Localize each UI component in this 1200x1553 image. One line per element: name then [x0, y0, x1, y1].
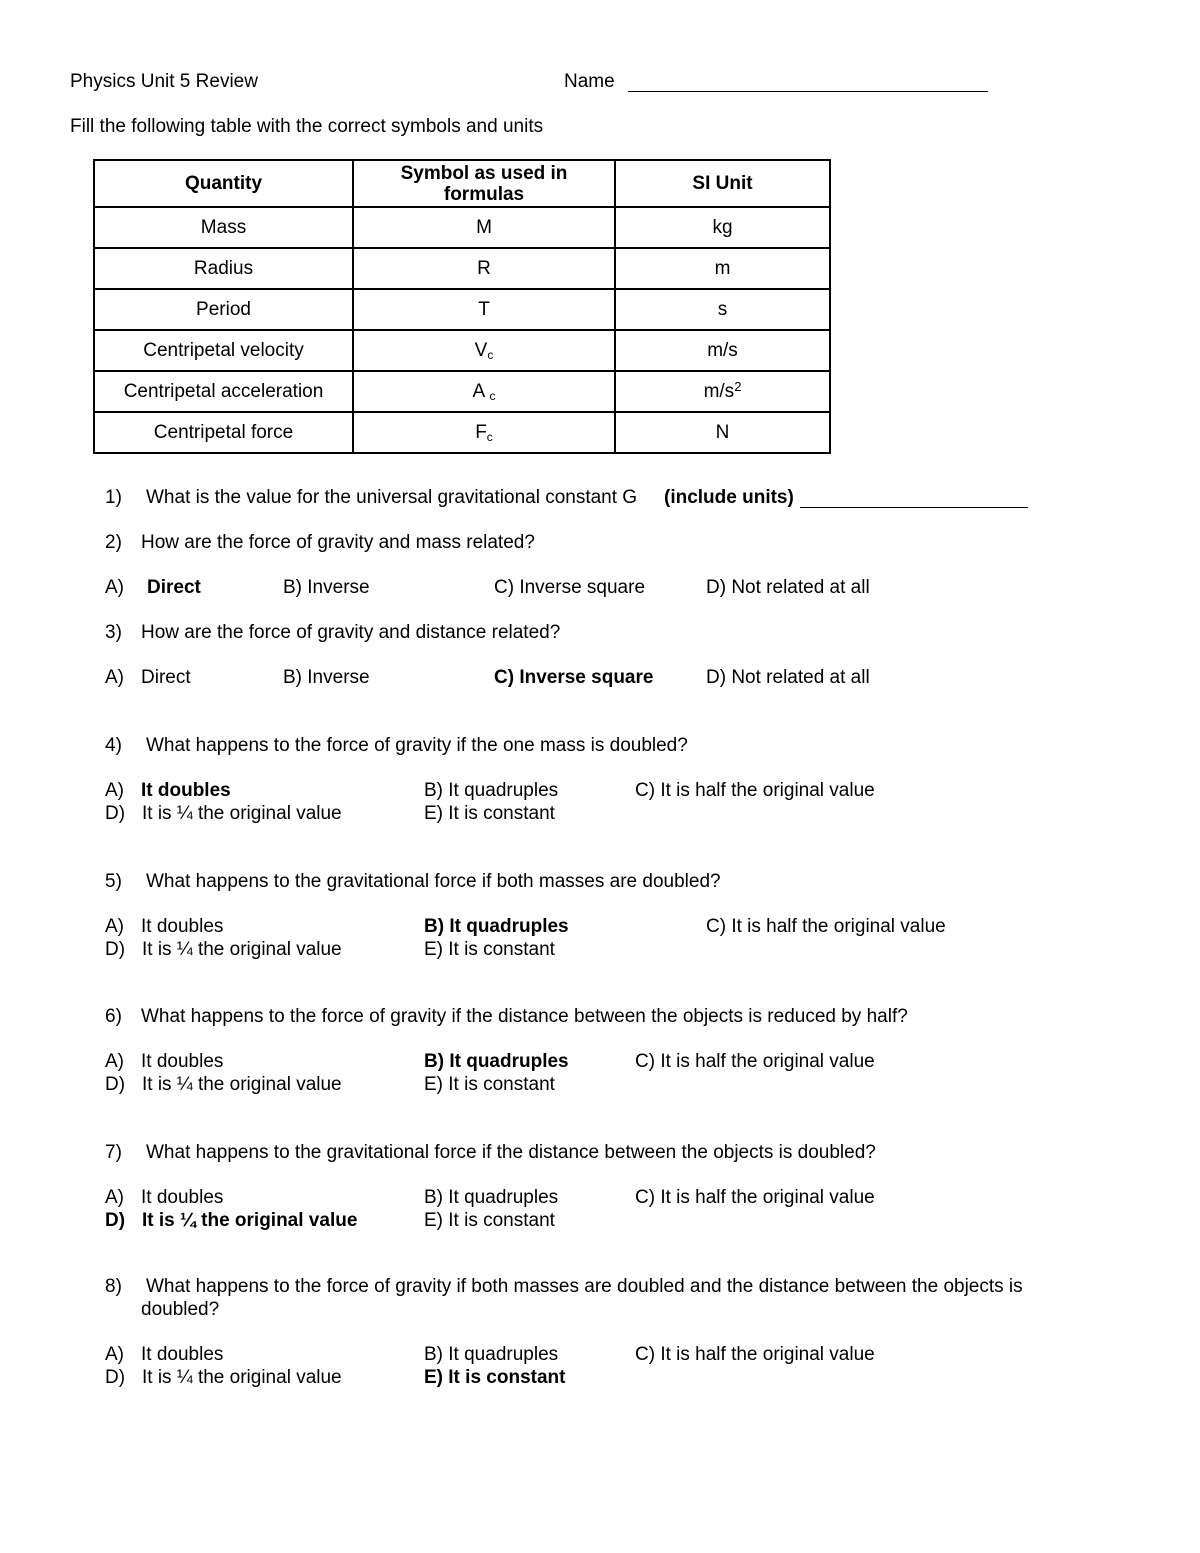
- question-number: 7): [105, 1142, 122, 1163]
- option-letter: D): [105, 1367, 126, 1388]
- symbol-text: M: [476, 217, 492, 238]
- question-bold-suffix: (include units): [664, 487, 794, 508]
- option-letter: D): [105, 1074, 126, 1095]
- table-row: [94, 289, 830, 330]
- option-letter: D): [105, 939, 126, 960]
- option-d: It is ¼ the original value: [142, 803, 342, 824]
- question-number: 2): [105, 532, 122, 553]
- unit-text: s: [717, 299, 728, 320]
- symbol-text: T: [478, 299, 490, 320]
- option-a-answer: It doubles: [141, 780, 231, 801]
- option-b: B) Inverse: [283, 577, 370, 598]
- quantity-cell: Period: [94, 289, 353, 330]
- option-c-answer: C) Inverse square: [494, 667, 654, 688]
- option-c: C) It is half the original value: [635, 1187, 875, 1208]
- table-row: [94, 248, 830, 289]
- symbol-subscript: c: [487, 348, 494, 362]
- symbol-text: V: [474, 340, 488, 361]
- unit-text: m/s: [703, 381, 735, 402]
- symbol-cell: [353, 289, 615, 330]
- option-letter: D): [105, 803, 126, 824]
- option-d: It is ¼ the original value: [142, 1367, 342, 1388]
- symbol-text: F: [475, 422, 487, 443]
- quantity-cell: Radius: [94, 248, 353, 289]
- option-e-answer: E) It is constant: [424, 1367, 566, 1388]
- option-b: B) Inverse: [283, 667, 370, 688]
- table-row: [94, 412, 830, 453]
- page-title: Physics Unit 5 Review: [70, 71, 258, 92]
- header-quantity: Quantity: [94, 160, 353, 207]
- header-si-unit: SI Unit: [615, 160, 830, 207]
- quantities-table: [93, 159, 831, 454]
- question-number: 6): [105, 1006, 122, 1027]
- symbol-text: A: [472, 381, 485, 402]
- option-a-answer: Direct: [147, 577, 201, 598]
- unit-cell: [615, 412, 830, 453]
- option-d: It is ¼ the original value: [142, 939, 342, 960]
- option-letter: A): [105, 1187, 124, 1208]
- option-letter: A): [105, 667, 124, 688]
- symbol-text: R: [477, 258, 491, 279]
- question-number: 4): [105, 735, 122, 756]
- option-c: C) It is half the original value: [635, 780, 875, 801]
- option-letter-answer: D): [105, 1210, 126, 1231]
- option-e: E) It is constant: [424, 803, 555, 824]
- unit-text: m/s: [707, 340, 738, 361]
- option-c: C) It is half the original value: [706, 916, 946, 937]
- option-d: It is ¼ the original value: [142, 1074, 342, 1095]
- option-letter: A): [105, 577, 124, 598]
- symbol-cell: [353, 371, 615, 412]
- question-number: 3): [105, 622, 122, 643]
- option-letter: A): [105, 1051, 124, 1072]
- option-b-answer: B) It quadruples: [424, 916, 569, 937]
- option-c: C) It is half the original value: [635, 1344, 875, 1365]
- unit-cell: [615, 289, 830, 330]
- option-letter: A): [105, 916, 124, 937]
- question-text-continued: doubled?: [141, 1299, 220, 1320]
- name-blank-field[interactable]: [628, 91, 988, 92]
- unit-cell: [615, 371, 830, 412]
- unit-text: kg: [712, 217, 733, 238]
- question-text: What happens to the gravitational force if both masses are doubled?: [146, 871, 721, 892]
- unit-text: N: [715, 422, 730, 443]
- table-header-row: [94, 160, 830, 207]
- unit-cell: [615, 330, 830, 371]
- symbol-cell: [353, 412, 615, 453]
- option-e: E) It is constant: [424, 1210, 555, 1231]
- option-letter: A): [105, 1344, 124, 1365]
- quantity-cell: Centripetal velocity: [94, 330, 353, 371]
- question-text: What happens to the force of gravity if the distance between the objects is reduced by half?: [141, 1006, 908, 1027]
- option-a: Direct: [141, 667, 191, 688]
- header-symbol: Symbol as used in formulas: [353, 160, 615, 207]
- answer-blank-field[interactable]: [800, 507, 1028, 508]
- question-number: 8): [105, 1276, 122, 1297]
- option-letter: A): [105, 780, 124, 801]
- option-e: E) It is constant: [424, 939, 555, 960]
- instructions: Fill the following table with the correct symbols and units: [70, 116, 544, 137]
- question-number: 1): [105, 487, 122, 508]
- symbol-subscript: c: [486, 430, 493, 444]
- unit-text: m: [714, 258, 731, 279]
- option-d: D) Not related at all: [706, 667, 870, 688]
- symbol-subscript: c: [489, 389, 496, 403]
- option-c: C) Inverse square: [494, 577, 646, 598]
- option-a: It doubles: [141, 1344, 224, 1365]
- question-text: What is the value for the universal gravitational constant G: [146, 487, 638, 508]
- option-b: B) It quadruples: [424, 1344, 559, 1365]
- symbol-cell: [353, 248, 615, 289]
- option-b: B) It quadruples: [424, 780, 559, 801]
- option-d: D) Not related at all: [706, 577, 870, 598]
- option-c: C) It is half the original value: [635, 1051, 875, 1072]
- unit-cell: [615, 248, 830, 289]
- option-a: It doubles: [141, 1051, 224, 1072]
- question-text: What happens to the force of gravity if the one mass is doubled?: [146, 735, 688, 756]
- option-e: E) It is constant: [424, 1074, 555, 1095]
- table-row: [94, 371, 830, 412]
- quantity-cell: Mass: [94, 207, 353, 248]
- option-a: It doubles: [141, 916, 224, 937]
- option-b: B) It quadruples: [424, 1187, 559, 1208]
- quantity-cell: Centripetal force: [94, 412, 353, 453]
- table-row: [94, 330, 830, 371]
- question-text: What happens to the gravitational force if the distance between the objects is doubled?: [146, 1142, 876, 1163]
- option-b-answer: B) It quadruples: [424, 1051, 569, 1072]
- quantity-cell: Centripetal acceleration: [94, 371, 353, 412]
- option-a: It doubles: [141, 1187, 224, 1208]
- unit-superscript: 2: [734, 379, 742, 394]
- option-d-answer: It is ¼ the original value: [142, 1210, 358, 1231]
- symbol-cell: [353, 330, 615, 371]
- unit-cell: [615, 207, 830, 248]
- table-row: [94, 207, 830, 248]
- question-text: How are the force of gravity and mass related?: [141, 532, 535, 553]
- question-text: How are the force of gravity and distance related?: [141, 622, 561, 643]
- symbol-cell: [353, 207, 615, 248]
- question-text: What happens to the force of gravity if both masses are doubled and the distance between the objects is: [146, 1276, 1023, 1297]
- name-label: Name: [564, 71, 615, 92]
- question-number: 5): [105, 871, 122, 892]
